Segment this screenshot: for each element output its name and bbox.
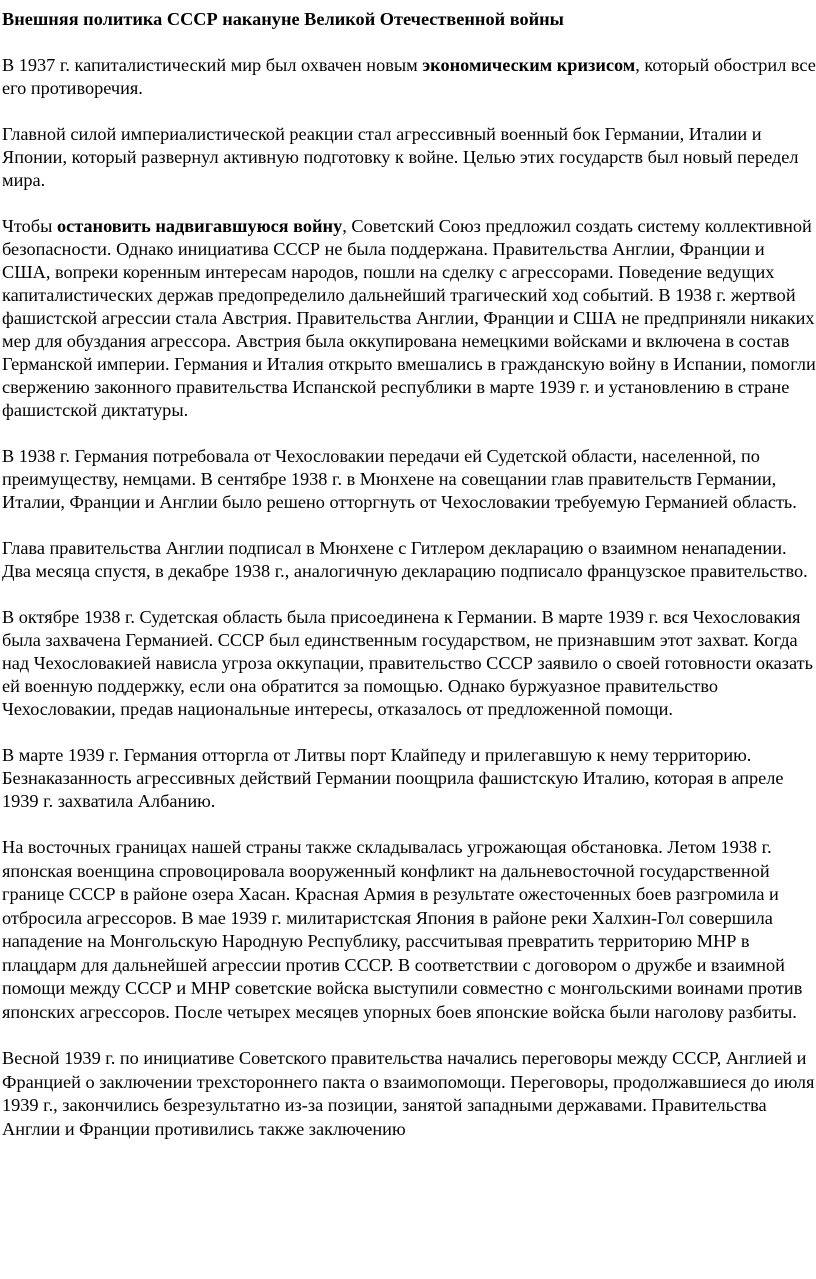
paragraph-9: Весной 1939 г. по инициативе Советского правительства начались переговоры между СССР, Англией и Францией о заключении трехстороннего пакта о взаимопомощи. Переговоры, продолжавшиеся до июля 1939 г., закончились безрезультатно из-за позиции, занятой западными державами. Правительства Англии и Франции противились также заключению [2, 1048, 815, 1139]
paragraph-1-text-start: В 1937 г. капиталистический мир был охвачен новым [2, 55, 423, 75]
paragraph-5: Глава правительства Англии подписал в Мюнхене с Гитлером декларацию о взаимном ненападении. Два месяца спустя, в декабре 1938 г., аналогичную декларацию подписало французское правительство. [2, 538, 808, 581]
paragraph-4: В 1938 г. Германия потребовала от Чехословакии передачи ей Судетской области, населенной, по преимуществу, немцами. В сентябре 1938 г. в Мюнхене на совещании глав правительств Германии, Италии, Франции и Англии было решено отторгнуть от Чехословакии требуемую Германией область. [2, 446, 797, 512]
paragraph-6: В октябре 1938 г. Судетская область была присоединена к Германии. В марте 1939 г. вся Чехословакия была захвачена Германией. СССР был единственным государством, не признавшим этот захват. Когда над Чехословакией нависла угроза оккупации, правительство СССР заявило о своей готовности оказать ей военную поддержку, если она обратится за помощью. Однако буржуазное правительство Чехословакии, предав национальные интересы, отказалось от предложенной помощи. [2, 607, 813, 719]
paragraph-7: В марте 1939 г. Германия отторгла от Литвы порт Клайпеду и прилегавшую к нему территорию. Безнаказанность агрессивных действий Германии поощрила фашистскую Италию, которая в апреле 1939 г. захватила Албанию. [2, 745, 784, 811]
paragraph-3-text-end: , Советский Союз предложил создать систему коллективной безопасности. Однако инициатива СССР не была поддержана. Правительства Англии, Франции и США, вопреки коренным интересам народов, пошли на сделку с агрессорами. Поведение ведущих капиталистических держав предопределило дальнейший трагический ход событий. В 1938 г. жертвой фашистской агрессии стала Австрия. Правительства Англии, Франции и США не предприняли никаких мер для обуздания агрессора. Австрия была оккупирована немецкими войсками и включена в состав Германской империи. Германия и Италия открыто вмешались в гражданскую войну в Испании, помогли свержению законного правительства Испанской республики в марте 1939 г. и установлению в стране фашистской диктатуры. [2, 216, 816, 420]
paragraph-3-text-start: Чтобы [2, 216, 57, 236]
paragraph-3-bold: остановить надвигавшуюся войну [56, 216, 343, 236]
paragraph-1-bold: экономическим кризисом [422, 55, 636, 75]
paragraph-3 [2, 215, 816, 422]
paragraph-1 [2, 54, 816, 100]
paragraph-1-text-end: , который обострил все его противоречия. [2, 55, 816, 98]
paragraph-2: Главной силой империалистической реакции стал агрессивный военный бок Германии, Италии и Японии, который развернул активную подготовку к войне. Целью этих государств был новый передел мира. [2, 124, 799, 190]
paragraph-8: На восточных границах нашей страны также складывалась угрожающая обстановка. Летом 1938 г. японская военщина спровоцировала вооруженный конфликт на дальневосточной государственной границе СССР в районе озера Хасан. Красная Армия в результате ожесточенных боев разгромила и отбросила агрессоров. В мае 1939 г. милитаристская Япония в районе реки Халхин-Гол совершила нападение на Монгольскую Народную Республику, рассчитывая превратить территорию МНР в плацдарм для дальнейшей агрессии против СССР. В соответствии с договором о дружбе и взаимной помощи между СССР и МНР советские войска выступили совместно с монгольскими воинами против японских агрессоров. После четырех месяцев упорных боев японские войска были наголову разбиты. [2, 837, 803, 1022]
document-title: Внешняя политика СССР накануне Великой Отечественной войны [2, 9, 564, 29]
